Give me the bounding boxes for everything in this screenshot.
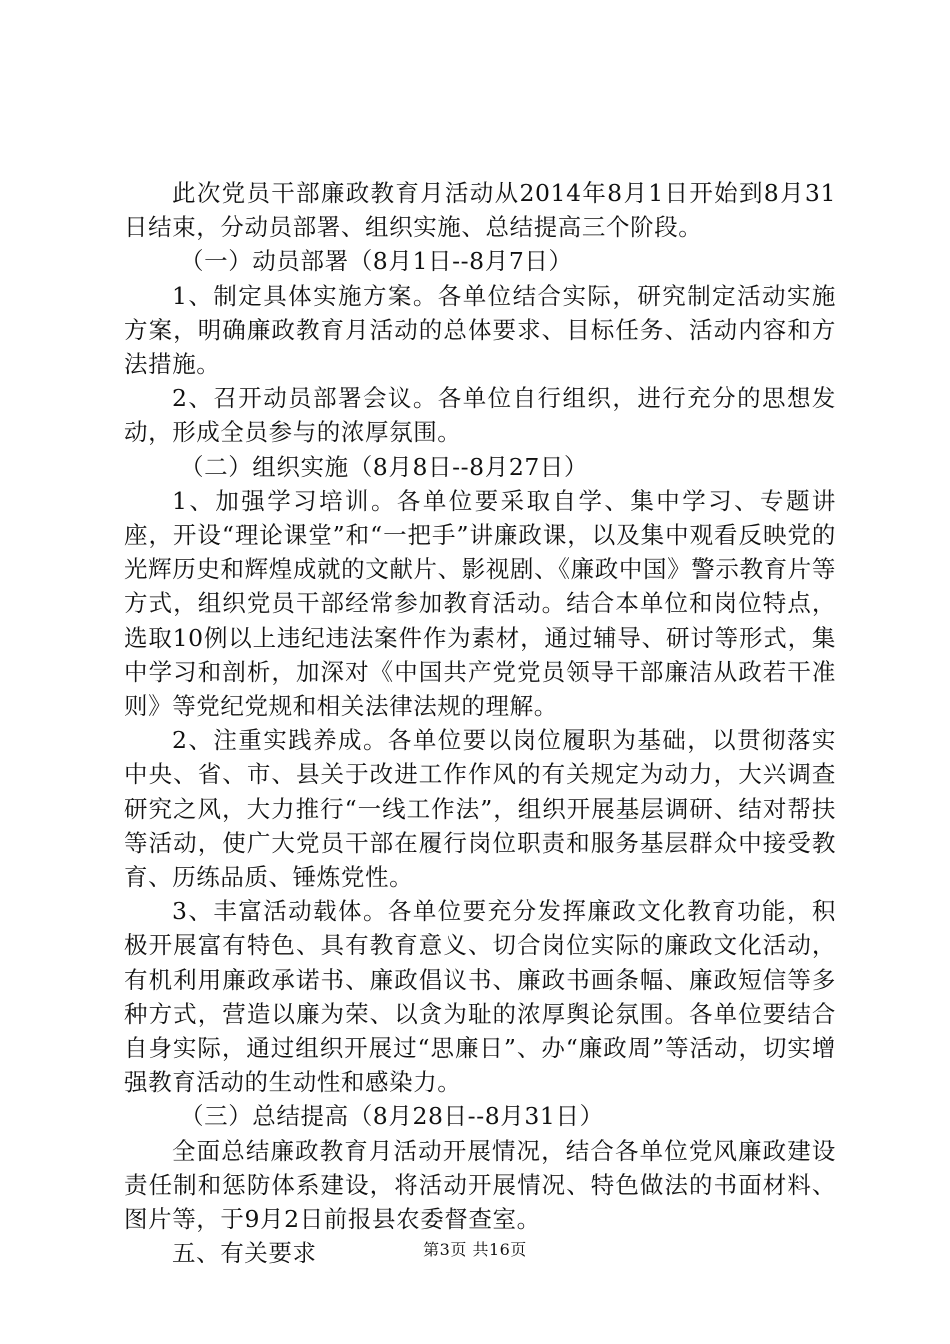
implementation-item-1: 1、加强学习培训。各单位要采取自学、集中学习、专题讲座，开设“理论课堂”和“一把手”讲廉政课，以及集中观看反映党的光辉历史和辉煌成就的文献片、影视剧、《廉政中国》警示教育片等方式，组织党员干部经常参加教育活动。结合本单位和岗位特点，选取10例以上违纪违法案件作为素材，通过辅导、研讨等形式，集中学习和剖析，加深对《中国共产党党员领导干部廉洁从政若干准则》等党纪党规和相关法律法规的理解。 [124, 486, 836, 721]
section-heading-summary: （三）总结提高（8月28日--8月31日） [180, 1102, 604, 1131]
page-footer: 第3页 共16页 [423, 1240, 527, 1259]
section-heading-implementation: （二）组织实施（8月8日--8月27日） [180, 452, 589, 481]
implementation-item-2: 2、注重实践养成。各单位要以岗位履职为基础，以贯彻落实中央、省、市、县关于改进工作作风的有关规定为动力，大兴调查研究之风，大力推行“一线工作法”，组织开展基层调研、结对帮扶等活动，使广大党员干部在履行岗位职责和服务基层群众中接受教育、历练品质、锤炼党性。 [124, 726, 836, 892]
intro-paragraph: 此次党员干部廉政教育月活动从2014年8月1日开始到8月31日结束，分动员部署、组织实施、总结提高三个阶段。 [124, 179, 836, 242]
mobilization-item-2: 2、召开动员部署会议。各单位自行组织，进行充分的思想发动，形成全员参与的浓厚氛围。 [124, 384, 836, 447]
summary-paragraph: 全面总结廉政教育月活动开展情况，结合各单位党风廉政建设责任制和惩防体系建设，将活动开展情况、特色做法的书面材料、图片等，于9月2日前报县农委督查室。 [124, 1136, 836, 1234]
section-heading-mobilization: （一）动员部署（8月1日--8月7日） [180, 247, 573, 276]
section-heading-requirements: 五、有关要求 [172, 1239, 317, 1268]
document-body [124, 176, 836, 1271]
implementation-item-3: 3、丰富活动载体。各单位要充分发挥廉政文化教育功能，积极开展富有特色、具有教育意义、切合岗位实际的廉政文化活动，有机利用廉政承诺书、廉政倡议书、廉政书画条幅、廉政短信等多种方式，营造以廉为荣、以贪为耻的浓厚舆论氛围。各单位要结合自身实际，通过组织开展过“思廉日”、办“廉政周”等活动，切实增强教育活动的生动性和感染力。 [124, 897, 836, 1097]
mobilization-item-1: 1、制定具体实施方案。各单位结合实际，研究制定活动实施方案，明确廉政教育月活动的总体要求、目标任务、活动内容和方法措施。 [124, 281, 836, 379]
